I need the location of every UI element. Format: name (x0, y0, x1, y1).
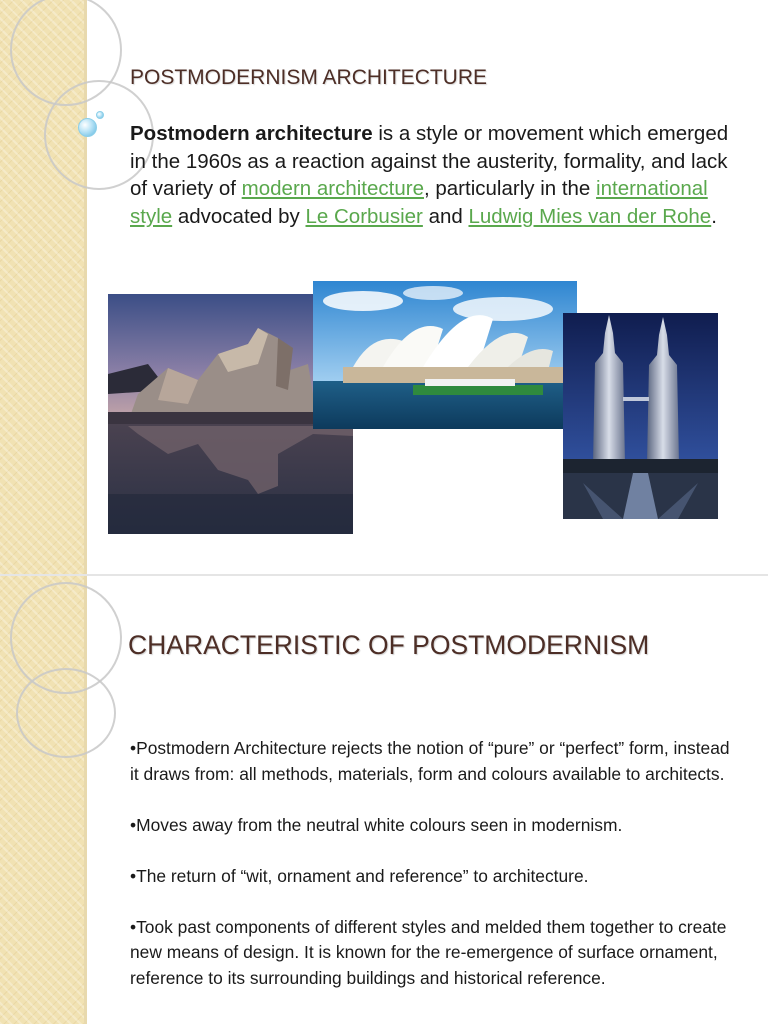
bubble-decoration (78, 118, 97, 137)
link-le-corbusier[interactable]: Le Corbusier (305, 204, 423, 228)
ring-decoration (16, 668, 116, 758)
slide-title: POSTMODERNISM ARCHITECTURE (130, 66, 488, 89)
intro-paragraph (130, 120, 740, 230)
text: is a style or movement which emerged in the 1960s as a reaction against the austerity, formality, and lack of variety of (130, 122, 729, 201)
bullet-list (130, 736, 730, 1017)
sydney-opera-house-photo (313, 281, 577, 429)
bullet-item: •The return of “wit, ornament and reference” to architecture. (130, 865, 589, 886)
text: . (711, 204, 717, 228)
slide-title: CHARACTERISTIC OF POSTMODERNISM (128, 630, 650, 660)
bold-term: Postmodern architecture (130, 122, 373, 145)
link-modern-architecture[interactable]: modern architecture (241, 177, 424, 201)
bubble-decoration (96, 111, 104, 119)
link-international-style[interactable]: international style (130, 177, 708, 228)
text: advocated by (172, 204, 306, 228)
bullet-item: •Moves away from the neutral white colours seen in modernism. (130, 814, 623, 835)
petronas-towers-photo (563, 313, 718, 519)
bullet-item: •Postmodern Architecture rejects the notion of “pure” or “perfect” form, instead it draws from: all methods, materials, form and colours available to architects. (130, 738, 730, 784)
slide-2 (0, 576, 768, 1024)
link-mies-van-der-rohe[interactable]: Ludwig Mies van der Rohe (468, 204, 712, 228)
text: , particularly in the (423, 177, 597, 201)
bullet-item: •Took past components of different styles and melded them together to create new means of design. It is known for the re-emergence of surface ornament, reference to its surrounding buildings and historical reference. (130, 916, 727, 988)
text: and (422, 204, 469, 228)
